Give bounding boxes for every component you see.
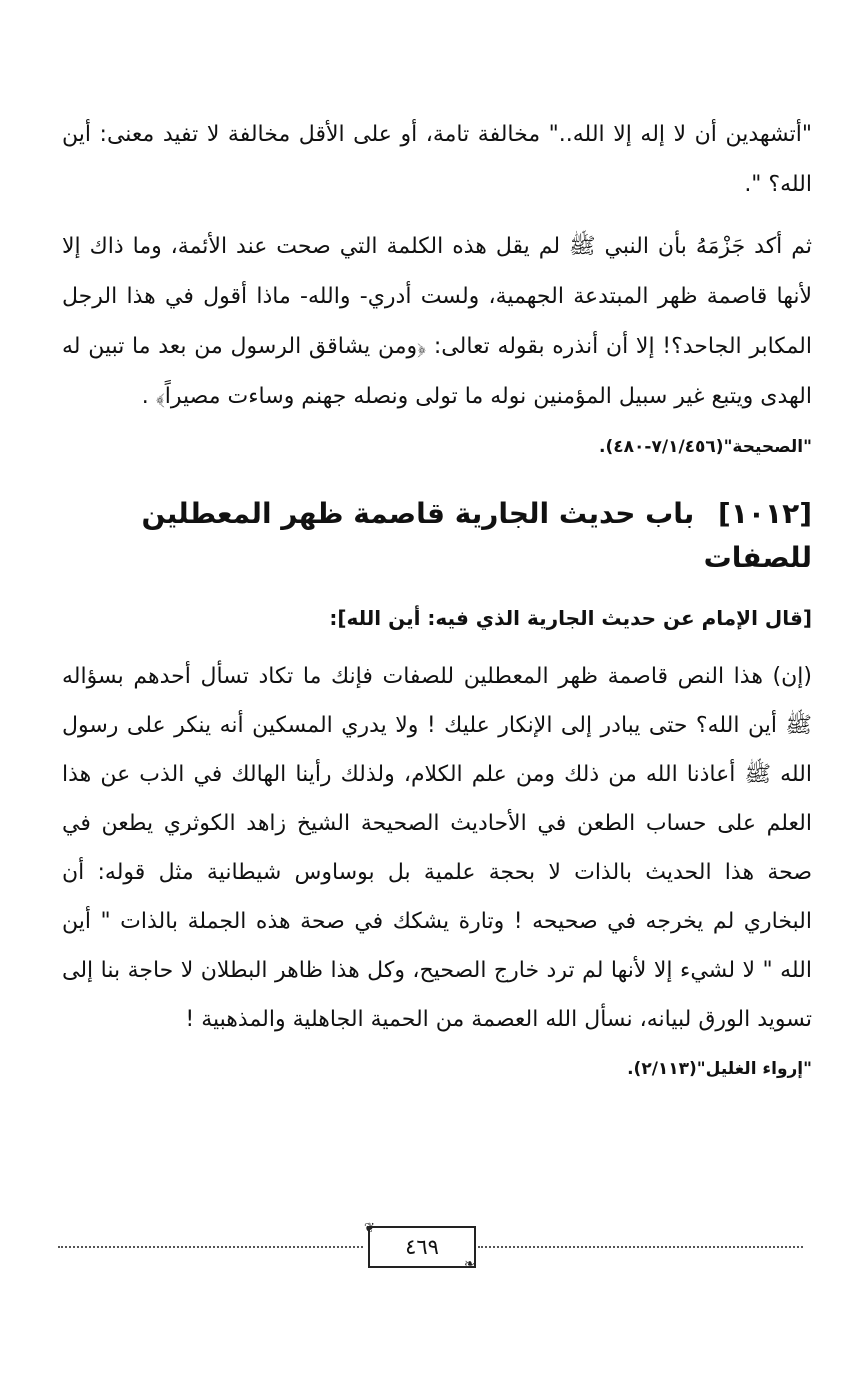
- source-citation-1: "الصحيحة"(٧/١/٤٥٦-٤٨٠).: [599, 437, 812, 457]
- footer-rule-right: [478, 1246, 803, 1248]
- chapter-number: [١٠١٢]: [718, 497, 812, 530]
- chapter-heading: [62, 492, 812, 580]
- paragraph-2: ثم أكد جَزْمَهُ بأن النبي ﷺ لم يقل هذه الكلمة التي صحت عند الأئمة، وما ذاك إلا لأنها قاصمة ظهر المبتدعة الجهمية، ولست أدري- والله- ماذا أقول في هذا الرجل المكابر الجاحد؟! إلا أن أنذره بقوله تعالى: ﴿ومن يشاقق الرسول من بعد ما تبين له الهدى ويتبع غير سبيل المؤمنين نوله ما تولى ونصله جهنم وساءت مصيراً﴾ .: [62, 234, 812, 409]
- subheading: [قال الإمام عن حديث الجارية الذي فيه: أين الله]:: [329, 606, 812, 630]
- chapter-title: باب حديث الجارية قاصمة ظهر المعطلين للصفات: [141, 497, 812, 574]
- page-number: ٤٦٩: [368, 1226, 476, 1268]
- source-citation-2: "إرواء الغليل"(٢/١١٣).: [627, 1059, 812, 1079]
- ornament-icon: ❦: [364, 1221, 375, 1236]
- page-footer: [58, 1220, 803, 1276]
- footer-rule-left: [58, 1246, 363, 1248]
- ornament-icon: ❧: [464, 1257, 475, 1272]
- paragraph-3: (إن) هذا النص قاصمة ظهر المعطلين للصفات فإنك ما تكاد تسأل أحدهم بسؤاله ﷺ أين الله؟ حتى يبادر إلى الإنكار عليك ! ولا يدري المسكين أنه ينكر على رسول الله ﷺ أعاذنا الله من ذلك ومن علم الكلام، ولذلك رأينا الهالك في الذب عن هذا العلم على حساب الطعن في الأحاديث الصحيحة الشيخ زاهد الكوثري يطعن في صحة هذا الحديث بالذات لا بحجة علمية بل بوساوس شيطانية مثل قوله: أن البخاري لم يخرجه في صحيحه ! وتارة يشكك في صحة هذه الجملة بالذات " أين الله " لا لشيء إلا لأنها لم ترد خارج الصحيح، وكل هذا ظاهر البطلان لا حاجة بنا إلى تسويد الورق لبيانه، نسأل الله العصمة من الحمية الجاهلية والمذهبية !: [62, 664, 812, 1032]
- paragraph-1: "أتشهدين أن لا إله إلا الله.." مخالفة تامة، أو على الأقل مخالفة لا تفيد معنى: أين الله؟ ".: [62, 122, 812, 197]
- page-body: [62, 110, 812, 1114]
